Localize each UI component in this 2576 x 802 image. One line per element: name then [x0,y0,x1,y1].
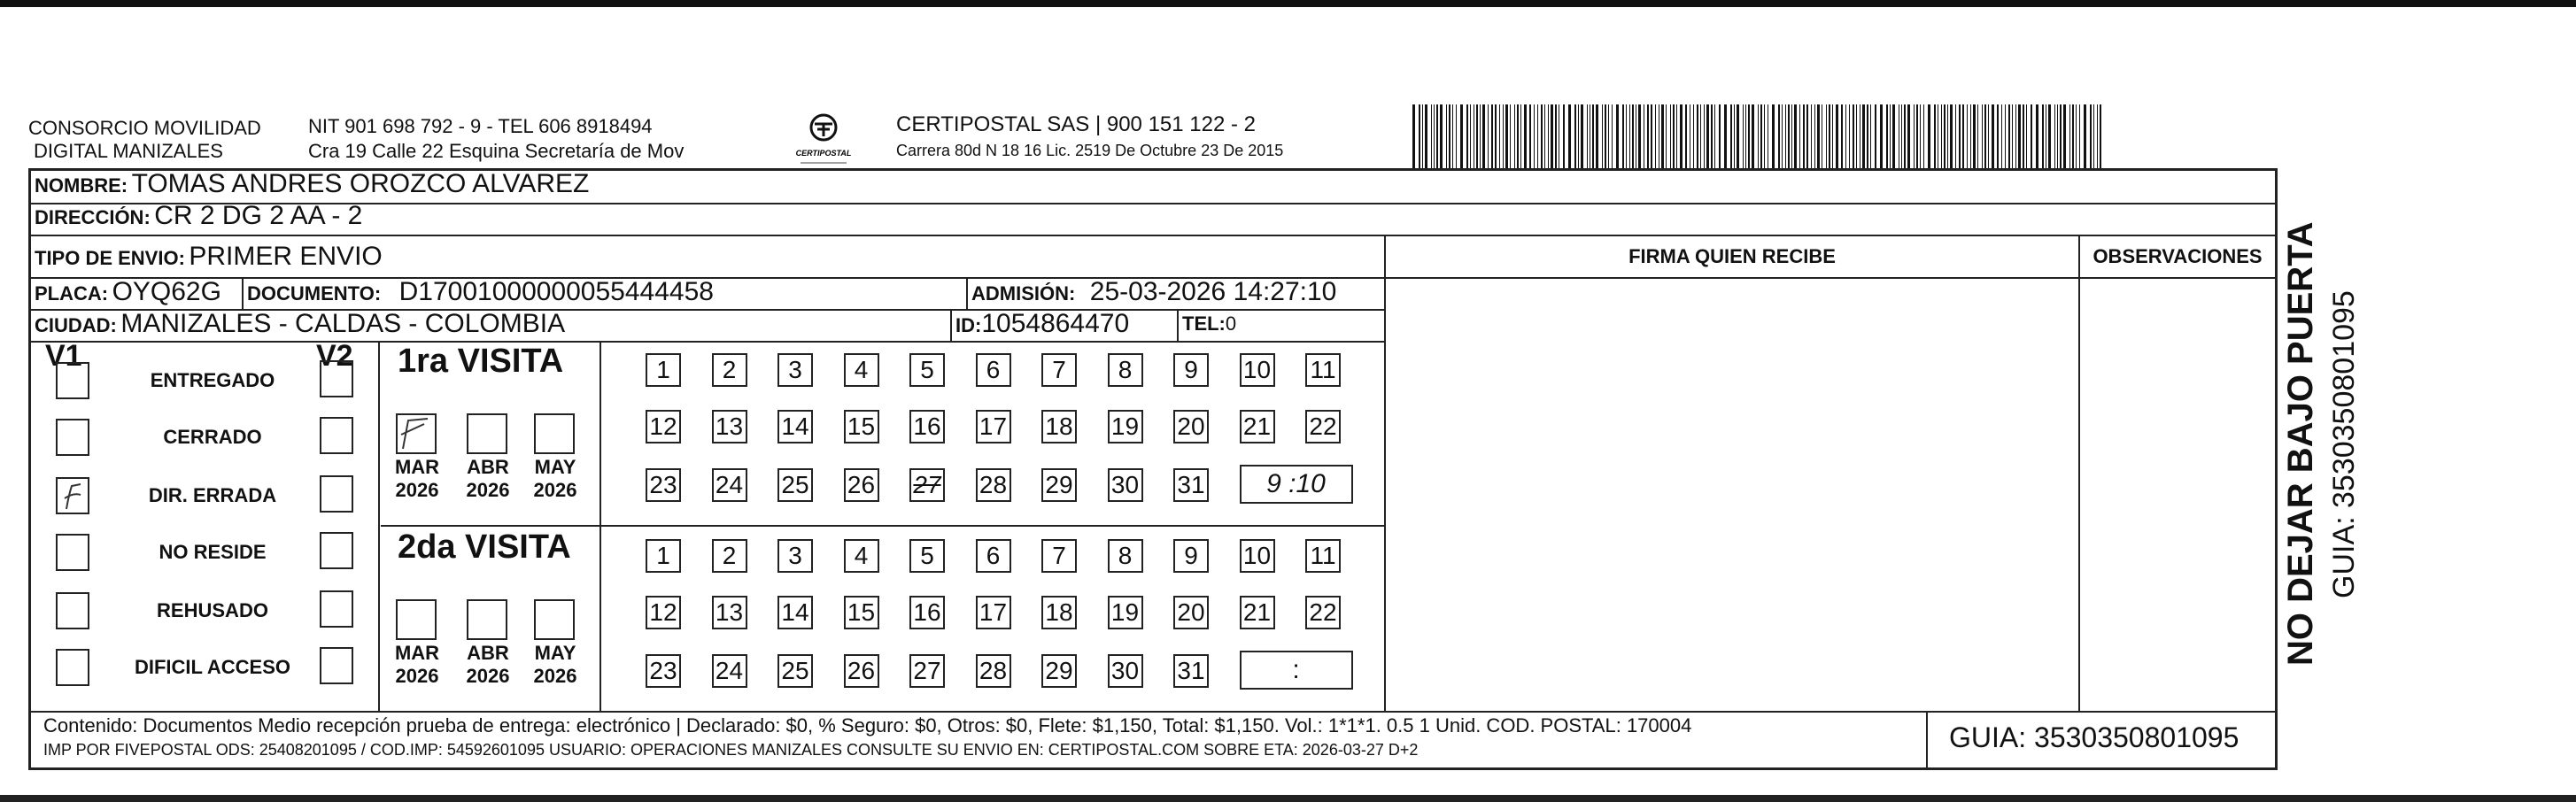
barcode-bar [1907,104,1910,168]
barcode-bar [1867,104,1868,168]
barcode-bar [1890,104,1891,168]
barcode-bar [1959,104,1961,168]
barcode-bar [1841,104,1843,168]
day-box[interactable]: 11 [1305,353,1341,387]
barcode-bar [1476,104,1478,168]
day-box[interactable]: 15 [844,410,879,443]
day-box[interactable]: 2 [712,353,747,387]
barcode-bar [2018,104,2021,168]
barcode-bar [1811,104,1812,168]
month-checkbox[interactable] [467,599,507,640]
day-box[interactable]: 21 [1240,596,1275,629]
barcode-bar [1632,104,1634,168]
month-checkbox[interactable] [534,413,575,454]
day-box[interactable]: 22 [1305,596,1341,629]
barcode-bar [2012,104,2013,168]
barcode-bar [1422,104,1423,168]
day-box[interactable]: 28 [976,468,1011,502]
barcode-bar [1934,104,1936,168]
barcode-bar [1466,104,1468,168]
form-frame [28,168,2278,770]
company-name-line1: CONSORCIO MOVILIDAD [28,117,261,139]
barcode-bar [1491,104,1493,168]
barcode-bar [1638,104,1641,168]
day-box[interactable]: 7 [1041,353,1077,387]
day-box[interactable]: 14 [777,410,813,443]
barcode-bar [2100,104,2101,168]
svg-text:CERTIPOSTAL: CERTIPOSTAL [795,149,852,158]
barcode-bar [1680,104,1683,168]
barcode-bar [2084,104,2086,168]
v1-checkbox[interactable] [56,362,89,399]
barcode-bar [1470,104,1471,168]
day-box[interactable]: 8 [1108,353,1143,387]
day-box[interactable]: 25 [777,468,813,502]
carrier-line1: CERTIPOSTAL SAS | 900 151 122 - 2 [896,112,1256,136]
barcode-bar [1697,104,1698,168]
barcode-bar [1970,104,1971,168]
barcode-bar [1626,104,1627,168]
tipo-envio-label: TIPO DE ENVIO: [35,247,185,269]
barcode-bar [1748,104,1750,168]
barcode-bar [1704,104,1705,168]
barcode-bar [1984,104,1986,168]
barcode-bar [1460,104,1463,168]
admision-value: 25-03-2026 14:27:10 [1089,277,1337,306]
barcode-bar [1772,104,1775,168]
first-visit-title: 1ra VISITA [398,343,564,380]
barcode-bar [1901,104,1902,168]
barcode-bar [1941,104,1942,168]
barcode-bar [1758,104,1759,168]
barcode-bar [1826,104,1827,168]
month-label: MAR 2026 [394,456,440,501]
barcode-bar [1880,104,1883,168]
barcode-bar [1947,104,1948,168]
day-box[interactable]: 18 [1041,596,1077,629]
barcode-bar [1734,104,1735,168]
barcode-bar [2015,104,2016,168]
id-value: 1054864470 [981,309,1130,338]
barcode-bar [1916,104,1918,168]
barcode-bar [1676,104,1677,168]
barcode-bar [1752,104,1754,168]
barcode-bar [1711,104,1713,168]
v1-checkbox[interactable] [56,477,89,514]
nombre-value: TOMAS ANDRES OROZCO ALVAREZ [131,169,590,198]
barcode-bar [1904,104,1906,168]
day-box[interactable]: 17 [976,410,1011,443]
v1-checkbox[interactable] [56,419,89,456]
barcode-bar [1431,104,1432,168]
barcode-bar [2023,104,2024,168]
barcode-bar [1670,104,1671,168]
barcode-bar [2060,104,2062,168]
company-name-line2: DIGITAL MANIZALES [34,140,223,162]
day-box[interactable]: 11 [1305,539,1341,573]
barcode-bar [1862,104,1865,168]
month-checkbox[interactable] [534,599,575,640]
day-box[interactable]: 29 [1041,468,1077,502]
day-box[interactable]: 12 [646,410,681,443]
status-label: ENTREGADO [150,369,275,391]
direccion-label: DIRECCIÓN: [35,206,151,228]
barcode-bar [1914,104,1915,168]
barcode-bar [1714,104,1715,168]
barcode-bar [1661,104,1664,168]
day-box[interactable]: 13 [712,596,747,629]
barcode-bar [1581,104,1583,168]
barcode-bar [1482,104,1485,168]
tel-value: 0 [1225,312,1237,335]
guia-number: GUIA: 3530350801095 [1949,721,2239,753]
barcode-bar [1510,104,1511,168]
day-box[interactable]: 6 [976,539,1011,573]
day-box[interactable]: 19 [1108,410,1143,443]
barcode-bar [2026,104,2027,168]
barcode-bar [1548,104,1549,168]
bottom-border [0,795,2576,802]
admision-label: ADMISIÓN: [971,282,1076,305]
barcode-bar [1419,104,1420,168]
day-box[interactable]: 7 [1041,539,1077,573]
barcode-bar [1791,104,1792,168]
address-line: Cra 19 Calle 22 Esquina Secretaría de Mov [308,140,685,162]
barcode-bar [1764,104,1765,168]
day-box[interactable]: 3 [777,539,813,573]
day-box[interactable]: 29 [1041,654,1077,688]
barcode-bar [1693,104,1694,168]
barcode-bar [1578,104,1579,168]
day-box[interactable]: 19 [1108,596,1143,629]
month-checkbox[interactable] [396,599,437,640]
barcode-bar [2090,104,2092,168]
barcode-bar [1568,104,1571,168]
v1-checkbox[interactable] [56,534,89,571]
barcode-bar [2079,104,2080,168]
day-box[interactable]: 20 [1173,410,1209,443]
barcode-bar [1434,104,1435,168]
day-box[interactable]: 2 [712,539,747,573]
day-box[interactable]: 20 [1173,596,1209,629]
month-checkbox[interactable] [396,413,437,454]
day-box[interactable]: 9 [1173,353,1209,387]
barcode-bar [1845,104,1846,168]
barcode-bar [2069,104,2070,168]
no-dejar-bajo-puerta-text: NO DEJAR BAJO PUERTA [2281,221,2320,666]
placa-value: OYQ62G [112,277,221,306]
barcode-bar [1706,104,1709,168]
status-label: DIFICIL ACCESO [134,656,290,678]
day-box[interactable]: 9 [1173,539,1209,573]
barcode-bar [1997,104,1999,168]
barcode-bar [1853,104,1854,168]
day-box[interactable]: 5 [909,539,945,573]
day-box[interactable]: 26 [844,654,879,688]
barcode-bar [1856,104,1857,168]
contents-line: Contenido: Documentos Medio recepción prueba de entrega: electrónico | Declarado: $0, % Seguro: $0, Otros: $0, Flete: $1,150, Total: $1,150. Vol.: 1*1*1. 0.5 1 Unid. COD. POSTAL: 170004 [43,714,1692,736]
barcode-bar [1544,104,1545,168]
barcode-bar [1563,104,1565,168]
barcode-bar [1737,104,1739,168]
day-box[interactable]: 10 [1240,353,1275,387]
barcode-bar [1955,104,1956,168]
v1-header: V1 [45,339,82,373]
day-box[interactable]: 31 [1173,654,1209,688]
barcode-bar [1685,104,1687,168]
barcode-bar [1524,104,1527,168]
barcode-bar [2031,104,2032,168]
month-label: MAY 2026 [533,456,577,501]
barcode-bar [2042,104,2044,168]
day-box[interactable]: 1 [646,539,681,573]
documento-label: DOCUMENTO: [247,282,382,305]
barcode-bar [1452,104,1453,168]
v2-checkbox[interactable] [320,532,353,569]
observaciones-column-header: OBSERVACIONES [2093,245,2263,267]
barcode-bar [1446,104,1447,168]
barcode-bar [1612,104,1613,168]
barcode-bar [1743,104,1744,168]
barcode-bar [1730,104,1732,168]
barcode-bar [1647,104,1649,168]
documento-value: D17001000000055444458 [398,277,714,306]
barcode-bar [1541,104,1543,168]
day-box[interactable]: 24 [712,468,747,502]
barcode-bar [1673,104,1675,168]
barcode-bar [1992,104,1994,168]
barcode-bar [1806,104,1808,168]
barcode-bar [1514,104,1515,168]
barcode-bar [1886,104,1888,168]
barcode-bar [1962,104,1964,168]
ciudad-label: CIUDAD: [35,314,117,336]
barcode-bar [1794,104,1797,168]
barcode-bar [1520,104,1521,168]
barcode-bar [2093,104,2094,168]
barcode-bar [1778,104,1780,168]
status-label: NO RESIDE [159,541,267,563]
day-box[interactable]: 14 [777,596,813,629]
barcode-bar [1622,104,1624,168]
ciudad-value: MANIZALES - CALDAS - COLOMBIA [120,309,566,338]
barcode-bar [1529,104,1531,168]
barcode-bar [1803,104,1805,168]
barcode-bar [1944,104,1946,168]
certipostal-logo [788,112,859,168]
barcode-bar [1655,104,1656,168]
barcode-bar [1973,104,1976,168]
day-box[interactable]: 21 [1240,410,1275,443]
barcode-bar [1982,104,1983,168]
barcode-bar [1836,104,1838,168]
barcode [1412,104,2108,168]
nombre-label: NOMBRE: [35,174,128,197]
barcode-bar [1480,104,1481,168]
barcode-bar [1534,104,1535,168]
firma-column-header: FIRMA QUIEN RECIBE [1628,245,1836,267]
barcode-bar [1950,104,1953,168]
barcode-bar [2072,104,2074,168]
direccion-value: CR 2 DG 2 AA - 2 [154,201,363,230]
barcode-bar [1555,104,1557,168]
carrier-line2: Carrera 80d N 18 16 Lic. 2519 De Octubre 23 De 2015 [896,142,1284,159]
day-box[interactable]: 24 [712,654,747,688]
barcode-bar [1616,104,1619,168]
barcode-bar [1817,104,1820,168]
nit-line: NIT 901 698 792 - 9 - TEL 606 8918494 [308,115,653,137]
barcode-bar [1574,104,1576,168]
barcode-bar [1829,104,1830,168]
day-box[interactable]: 25 [777,654,813,688]
barcode-bar [1923,104,1924,168]
barcode-bar [1436,104,1438,168]
day-box[interactable]: 4 [844,539,879,573]
barcode-bar [2054,104,2055,168]
day-box[interactable]: 8 [1108,539,1143,573]
barcode-bar [1719,104,1721,168]
barcode-bar [1849,104,1850,168]
barcode-bar [1602,104,1603,168]
barcode-bar [1700,104,1701,168]
id-label: ID: [955,314,982,336]
barcode-bar [2008,104,2010,168]
barcode-bar [1587,104,1588,168]
day-box[interactable]: 27 [909,654,945,688]
barcode-bar [1651,104,1652,168]
barcode-bar [1788,104,1790,168]
day-box[interactable]: 30 [1108,468,1143,502]
day-box[interactable]: 22 [1305,410,1341,443]
barcode-bar [1505,104,1508,168]
day-box[interactable]: 17 [976,596,1011,629]
second-visit-title: 2da VISITA [398,528,571,566]
day-box[interactable]: 10 [1240,539,1275,573]
barcode-bar [1449,104,1450,168]
barcode-bar [1517,104,1519,168]
v2-checkbox[interactable] [320,360,353,397]
v2-header: V2 [316,339,353,373]
status-label: REHUSADO [157,599,268,621]
visit-time-box[interactable]: 9 :10 [1240,465,1353,504]
day-box[interactable]: 5 [909,353,945,387]
month-checkbox[interactable] [467,413,507,454]
barcode-bar [1592,104,1594,168]
barcode-bar [1608,104,1609,168]
barcode-bar [1666,104,1667,168]
barcode-bar [1892,104,1895,168]
barcode-bar [1799,104,1800,168]
barcode-bar [1782,104,1783,168]
v2-checkbox[interactable] [320,647,353,684]
barcode-bar [2001,104,2002,168]
barcode-bar [1760,104,1762,168]
barcode-bar [2057,104,2058,168]
barcode-bar [1456,104,1457,168]
barcode-bar [2005,104,2006,168]
day-box[interactable]: 30 [1108,654,1143,688]
print-info-line: IMP POR FIVEPOSTAL ODS: 25408201095 / COD.IMP: 54592601095 USUARIO: OPERACIONES MANIZALES CONSULTE SU ENVIO EN: CERTIPOSTAL.COM SOBRE ETA: 2026-03-27 D+2 [43,741,1419,759]
barcode-bar [1440,104,1443,168]
placa-label: PLACA: [35,282,109,305]
barcode-bar [1967,104,1968,168]
barcode-bar [1977,104,1978,168]
status-label: DIR. ERRADA [148,484,277,506]
barcode-bar [2036,104,2038,168]
barcode-bar [1832,104,1833,168]
barcode-bar [1488,104,1489,168]
visit-time-box[interactable]: : [1240,651,1353,690]
month-label: MAY 2026 [533,642,577,687]
day-box[interactable]: 18 [1041,410,1077,443]
barcode-bar [1745,104,1746,168]
v1-checkbox[interactable] [56,592,89,629]
day-box[interactable]: 31 [1173,468,1209,502]
day-box[interactable]: 27 [909,468,945,502]
day-box[interactable]: 12 [646,596,681,629]
day-box[interactable]: 16 [909,596,945,629]
tel-label: TEL: [1182,312,1226,335]
day-box[interactable]: 23 [646,654,681,688]
barcode-bar [1814,104,1815,168]
barcode-bar [2048,104,2051,168]
barcode-bar [1425,104,1427,168]
day-box[interactable]: 3 [777,353,813,387]
barcode-bar [1928,104,1930,168]
barcode-bar [1875,104,1876,168]
barcode-bar [2097,104,2098,168]
barcode-bar [1629,104,1630,168]
barcode-bar [1920,104,1921,168]
day-box[interactable]: 4 [844,353,879,387]
month-label: ABR 2026 [466,456,510,501]
day-box[interactable]: 13 [712,410,747,443]
barcode-bar [2076,104,2077,168]
barcode-bar [1503,104,1504,168]
status-label: CERRADO [163,426,262,448]
barcode-bar [1537,104,1538,168]
barcode-bar [1785,104,1786,168]
day-box[interactable]: 15 [844,596,879,629]
day-box[interactable]: 23 [646,468,681,502]
month-label: ABR 2026 [466,642,510,687]
tipo-envio-value: PRIMER ENVIO [189,242,383,271]
barcode-bar [1605,104,1606,168]
day-box[interactable]: 16 [909,410,945,443]
v1-checkbox[interactable] [56,649,89,686]
day-box[interactable]: 26 [844,468,879,502]
v2-checkbox[interactable] [320,475,353,513]
day-box[interactable]: 28 [976,654,1011,688]
barcode-bar [1551,104,1553,168]
barcode-bar [1495,104,1497,168]
barcode-bar [2063,104,2066,168]
month-label: MAR 2026 [394,642,440,687]
barcode-bar [1724,104,1727,168]
barcode-bar [1499,104,1500,168]
barcode-bar [1870,104,1871,168]
day-box[interactable]: 6 [976,353,1011,387]
day-box[interactable]: 1 [646,353,681,387]
v2-checkbox[interactable] [320,590,353,628]
side-guia-text: GUIA: 3530350801095 [2327,290,2361,598]
barcode-bar [1988,104,1989,168]
top-border [0,0,2576,7]
barcode-bar [1596,104,1598,168]
v2-checkbox[interactable] [320,417,353,454]
barcode-bar [1412,104,1415,168]
